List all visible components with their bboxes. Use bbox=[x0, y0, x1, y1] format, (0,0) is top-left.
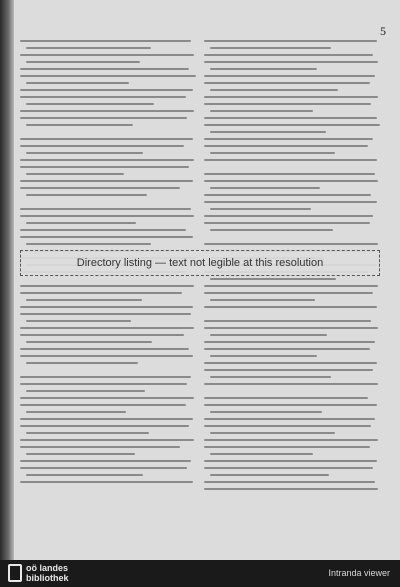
page-gutter bbox=[0, 0, 14, 560]
logo-line-2: bibliothek bbox=[26, 573, 69, 583]
viewer-footer bbox=[0, 560, 400, 587]
page-number: 5 bbox=[380, 24, 386, 38]
library-logo[interactable] bbox=[8, 563, 69, 583]
viewer-credit[interactable]: Intranda viewer bbox=[328, 568, 390, 578]
logo-line-1: oö landes bbox=[26, 563, 69, 573]
text-column-left bbox=[20, 40, 198, 545]
illegible-text-placeholder: Directory listing — text not legible at this resolution bbox=[20, 250, 380, 276]
library-logo-icon bbox=[8, 564, 22, 582]
text-column-right bbox=[204, 40, 382, 545]
